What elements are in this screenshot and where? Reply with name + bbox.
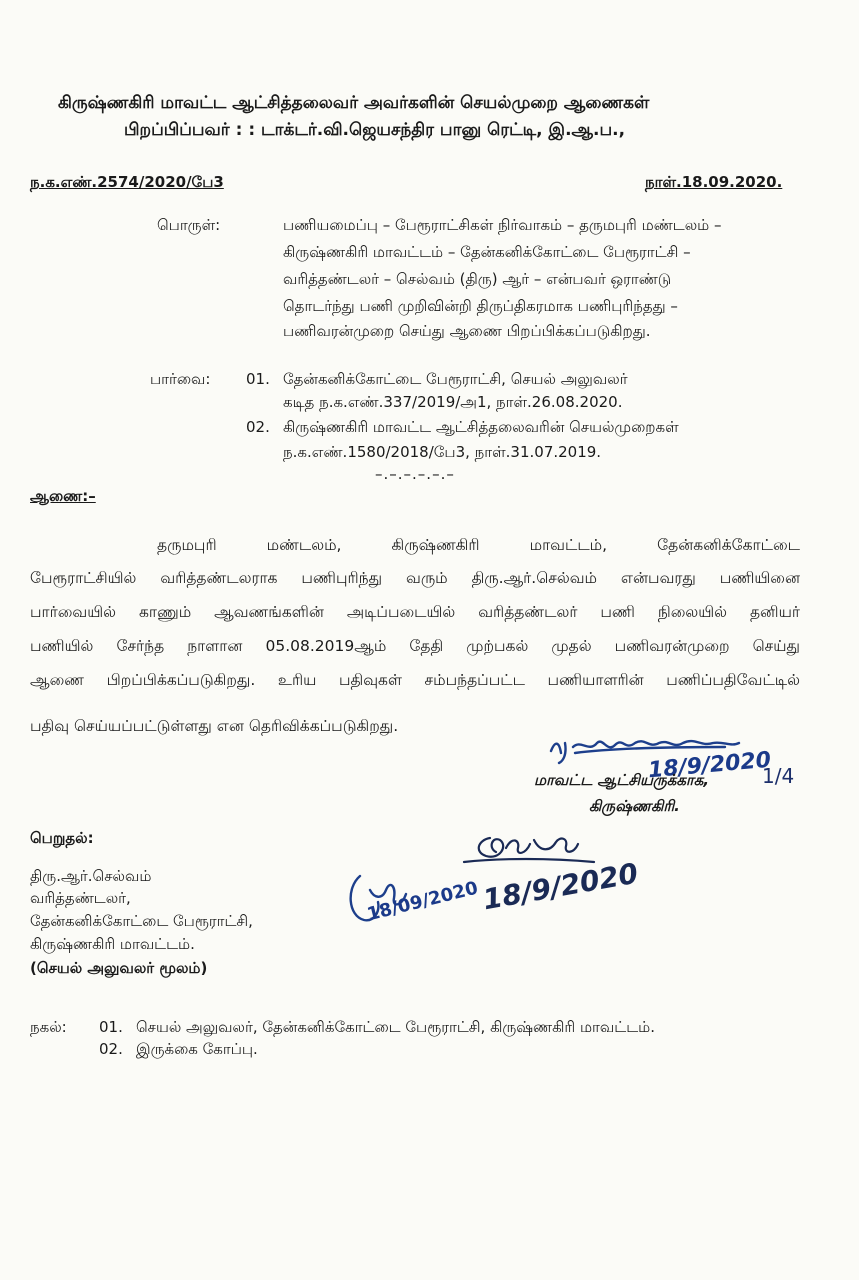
copy-item-text: செயல் அலுவலர், தேன்கனிக்கோட்டை பேரூராட்சி, கிருஷ்ணகிரி மாவட்டம். [136, 1018, 655, 1036]
subject-line: பணிவரன்முறை செய்து ஆணை பிறப்பிக்கப்படுகிறது. [283, 322, 651, 340]
recipient-line: தேன்கனிக்கோட்டை பேரூராட்சி, [30, 912, 253, 930]
order-paragraph-line: ஆணை பிறப்பிக்கப்படுகிறது. உரிய பதிவுகள் சம்பந்தப்பட்ட பணியாளரின் பணிப்பதிவேட்டில் [30, 671, 800, 689]
signatory-designation: மாவட்ட ஆட்சியருக்காக, [534, 771, 710, 789]
order-paragraph-line: பேரூராட்சியில் வரித்தண்டலராக பணிபுரிந்து வரும் திரு.ஆர்.செல்வம் என்பவரது பணியினை [30, 569, 800, 587]
signatory-place: கிருஷ்ணகிரி. [589, 797, 680, 815]
recipient-line: திரு.ஆர்.செல்வம் [30, 867, 152, 885]
order-paragraph-line: பதிவு செய்யப்பட்டுள்ளது என தெரிவிக்கப்படுகிறது. [30, 717, 399, 735]
order-paragraph-line: பார்வையில் காணும் ஆவணங்களின் அடிப்படையில் வரித்தண்டலர் பணி நிலையில் தனியர் [30, 603, 800, 621]
subject-line: வரித்தண்டலர் – செல்வம் (திரு) ஆர் – என்பவர் ஒராண்டு [283, 270, 672, 288]
recipient-line: கிருஷ்ணகிரி மாவட்டம். [30, 935, 195, 953]
recipient-label: பெறுதல்: [30, 829, 94, 847]
copy-item-number: 01. [99, 1018, 123, 1036]
copy-item-number: 02. [99, 1040, 123, 1058]
references-label: பார்வை: [150, 370, 211, 388]
header-title: கிருஷ்ணகிரி மாவட்ட ஆட்சித்தலைவர் அவர்களின் செயல்முறை ஆணைகள் [58, 93, 650, 113]
reference-date: நாள்.18.09.2020. [645, 173, 783, 191]
reference-item-number: 01. [246, 370, 270, 388]
header-issuer: பிறப்பிப்பவர் : : டாக்டர்.வி.ஜெயசந்திர பானு ரெட்டி, இ.ஆ.ப., [124, 120, 626, 140]
subject-label: பொருள்: [157, 216, 221, 234]
reference-item-text: கடித ந.க.எண்.337/2019/அ1, நாள்.26.08.2020. [283, 393, 623, 411]
order-paragraph-line: தருமபுரி மண்டலம், கிருஷ்ணகிரி மாவட்டம், தேன்கனிக்கோட்டை [157, 536, 800, 554]
subject-line: தொடர்ந்து பணி முறிவின்றி திருப்திகரமாக பணிபுரிந்தது – [283, 297, 678, 315]
subject-line: கிருஷ்ணகிரி மாவட்டம் – தேன்கனிக்கோட்டை பேரூராட்சி – [283, 243, 691, 261]
page-marker: 1/4 [762, 764, 795, 788]
reference-item-text: கிருஷ்ணகிரி மாவட்ட ஆட்சித்தலைவரின் செயல்முறைகள் [283, 418, 679, 436]
reference-item-text: ந.க.எண்.1580/2018/பே3, நாள்.31.07.2019. [283, 443, 602, 461]
reference-item-text: தேன்கனிக்கோட்டை பேரூராட்சி, செயல் அலுவலர் [283, 370, 628, 388]
recipient-line: வரித்தண்டலர், [30, 889, 131, 907]
copy-item-text: இருக்கை கோப்பு. [136, 1040, 258, 1058]
reference-item-number: 02. [246, 418, 270, 436]
order-label: ஆணை:– [30, 487, 96, 505]
signature-date: 18/9/2020 [647, 747, 773, 784]
copy-label: நகல்: [30, 1018, 67, 1036]
receipt-date: 18/09/2020 [365, 877, 481, 926]
section-separator: –.–.–.–.–.– [375, 465, 455, 483]
reference-number: ந.க.எண்.2574/2020/பே3 [30, 173, 224, 191]
receipt-date-secondary: 18/9/2020 [480, 856, 641, 917]
recipient-via: (செயல் அலுவலர் மூலம்) [30, 959, 208, 977]
order-paragraph-line: பணியில் சேர்ந்த நாளான 05.08.2019ஆம் தேதி முற்பகல் முதல் பணிவரன்முறை செய்து [30, 637, 800, 655]
subject-line: பணியமைப்பு – பேரூராட்சிகள் நிர்வாகம் – தருமபுரி மண்டலம் – [283, 216, 722, 234]
